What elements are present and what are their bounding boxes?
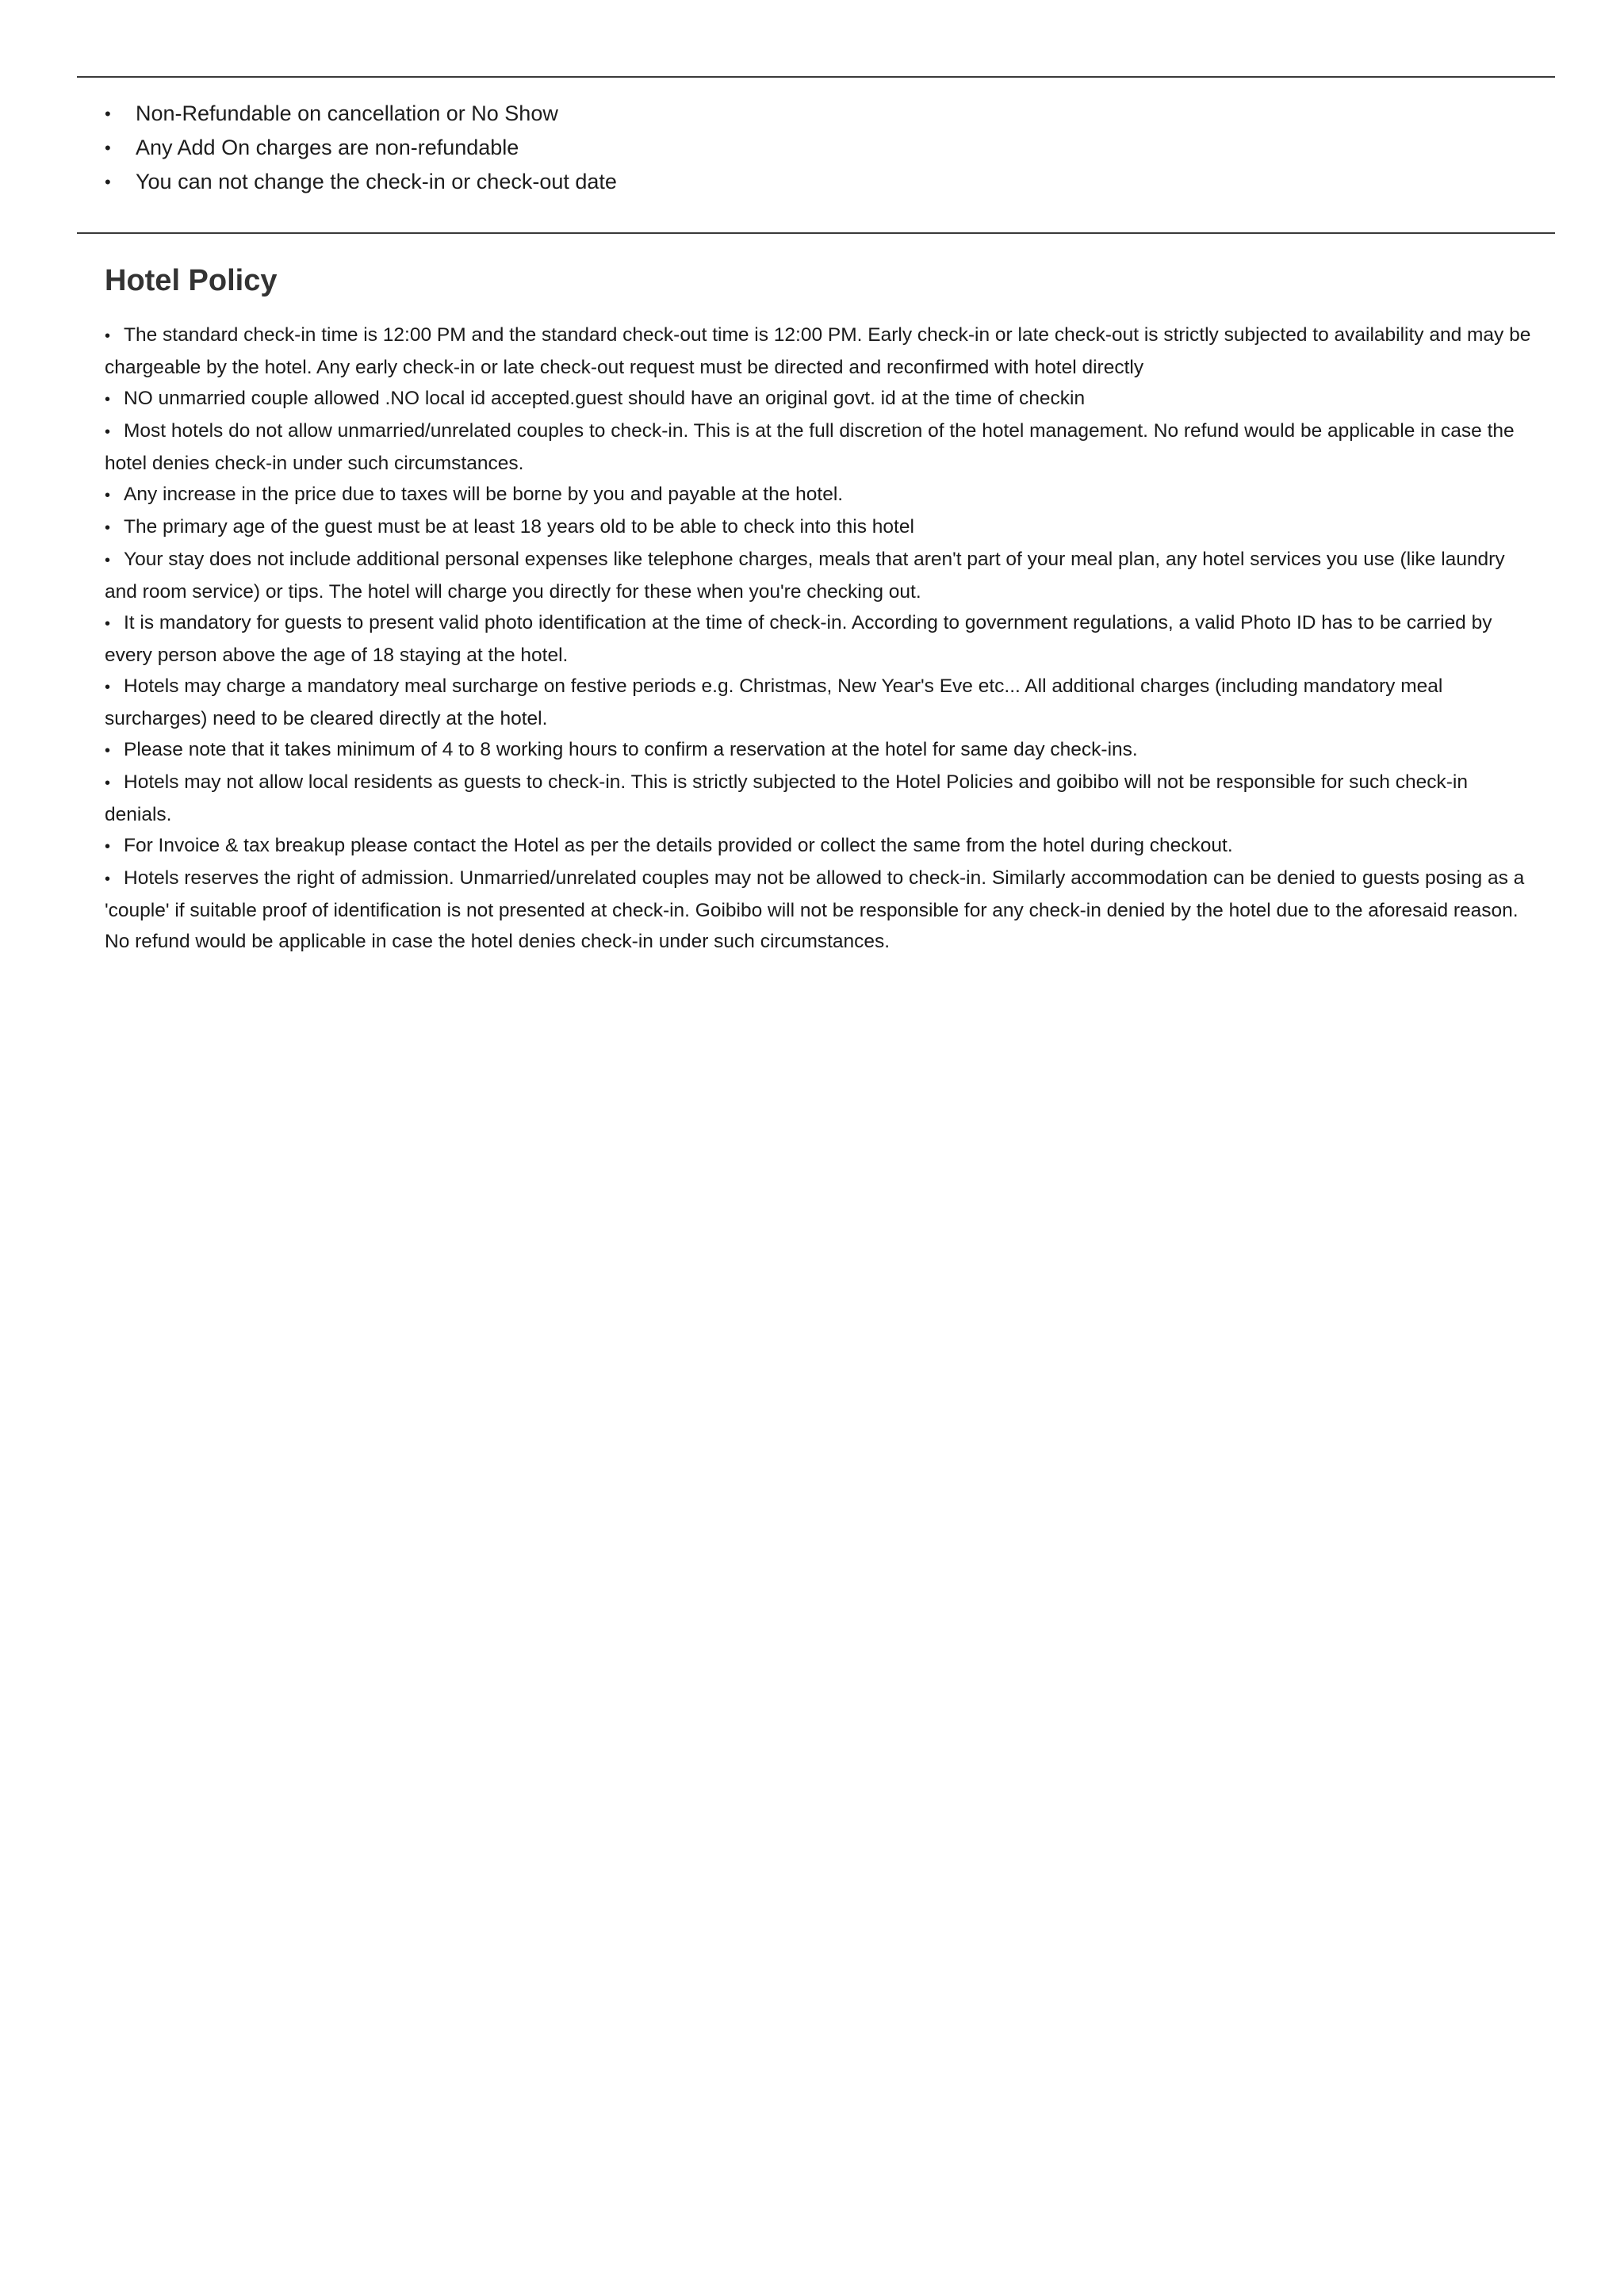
list-item-text: Hotels may charge a mandatory meal surcharge on festive periods e.g. Christmas, New Year's Eve etc... All additional charges (including mandatory meal surcharges) need to be cleared directly at the hotel. [105,675,1443,729]
list-item [105,671,1532,734]
list-item-text: For Invoice & tax breakup please contact the Hotel as per the details provided or collect the same from the hotel during checkout. [124,835,1233,856]
list-item [105,767,1532,830]
bullet-icon: • [105,487,111,504]
bullet-icon: • [105,138,111,158]
list-item-text: Non-Refundable on cancellation or No Show [136,101,558,125]
bullet-icon: • [105,327,111,345]
bullet-icon: • [105,423,111,441]
list-item-text: Your stay does not include additional personal expenses like telephone charges, meals that aren't part of your meal plan, any hotel services you use (like laundry and room service) or tips. The hotel will charge you directly for these when you're checking out. [105,549,1505,603]
bullet-icon: • [105,871,111,888]
list-item-text: Any increase in the price due to taxes will be borne by you and payable at the hotel. [124,484,844,505]
bullet-icon: • [105,615,111,633]
list-item-text: It is mandatory for guests to present valid photo identification at the time of check-in. According to government regulations, a valid Photo ID has to be carried by every person above the age of 18 staying at the hotel. [105,612,1492,666]
bullet-icon: • [105,679,111,696]
list-item-text: The primary age of the guest must be at least 18 years old to be able to check into this hotel [124,516,914,538]
list-item [105,734,1532,767]
list-item [105,131,617,165]
list-item-text: Any Add On charges are non-refundable [136,136,519,159]
list-item [105,830,1532,863]
list-item-text: Please note that it takes minimum of 4 to 8 working hours to confirm a reservation at the hotel for same day check-ins. [124,739,1138,760]
list-item [105,97,617,131]
list-item-text: You can not change the check-in or check-out date [136,170,617,193]
bullet-icon: • [105,391,111,408]
list-item [105,320,1532,383]
bullet-icon: • [105,775,111,792]
list-item [105,479,1532,511]
bullet-icon: • [105,552,111,569]
bullet-icon: • [105,838,111,855]
list-item [105,544,1532,607]
list-item [105,607,1532,671]
list-item-text: Hotels reserves the right of admission. Unmarried/unrelated couples may not be allowed to check-in. Similarly accommodation can be denied to guests posing as a 'couple' if suitable proof of identification is not presented at check-in. Goibibo will not be responsible for any check-in denied by the hotel due to the aforesaid reason. No refund would be applicable in case the hotel denies check-in under such circumstances. [105,867,1525,952]
list-item-text: The standard check-in time is 12:00 PM and the standard check-out time is 12:00 PM. Early check-in or late check-out is strictly subjected to availability and may be chargeable by the hotel. Any early check-in or late check-out request must be directed and reconfirmed with hotel directly [105,324,1531,378]
cancellation-policy-list [105,97,617,199]
top-divider [77,76,1555,78]
list-item [105,863,1532,957]
bullet-icon: • [105,172,111,192]
list-item [105,165,617,199]
list-item [105,415,1532,479]
list-item-text: Hotels may not allow local residents as guests to check-in. This is strictly subjected to the Hotel Policies and goibibo will not be responsible for such check-in denials. [105,771,1468,825]
section-divider [77,232,1555,234]
bullet-icon: • [105,742,111,760]
hotel-policy-list [105,320,1532,957]
bullet-icon: • [105,104,111,124]
list-item [105,511,1532,544]
list-item [105,383,1532,415]
section-title: Hotel Policy [105,264,278,297]
list-item-text: Most hotels do not allow unmarried/unrelated couples to check-in. This is at the full discretion of the hotel management. No refund would be applicable in case the hotel denies check-in under such circumstances. [105,420,1515,474]
list-item-text: NO unmarried couple allowed .NO local id accepted.guest should have an original govt. id at the time of checkin [124,388,1086,409]
hotel-policy-section [105,262,1532,957]
bullet-icon: • [105,519,111,537]
